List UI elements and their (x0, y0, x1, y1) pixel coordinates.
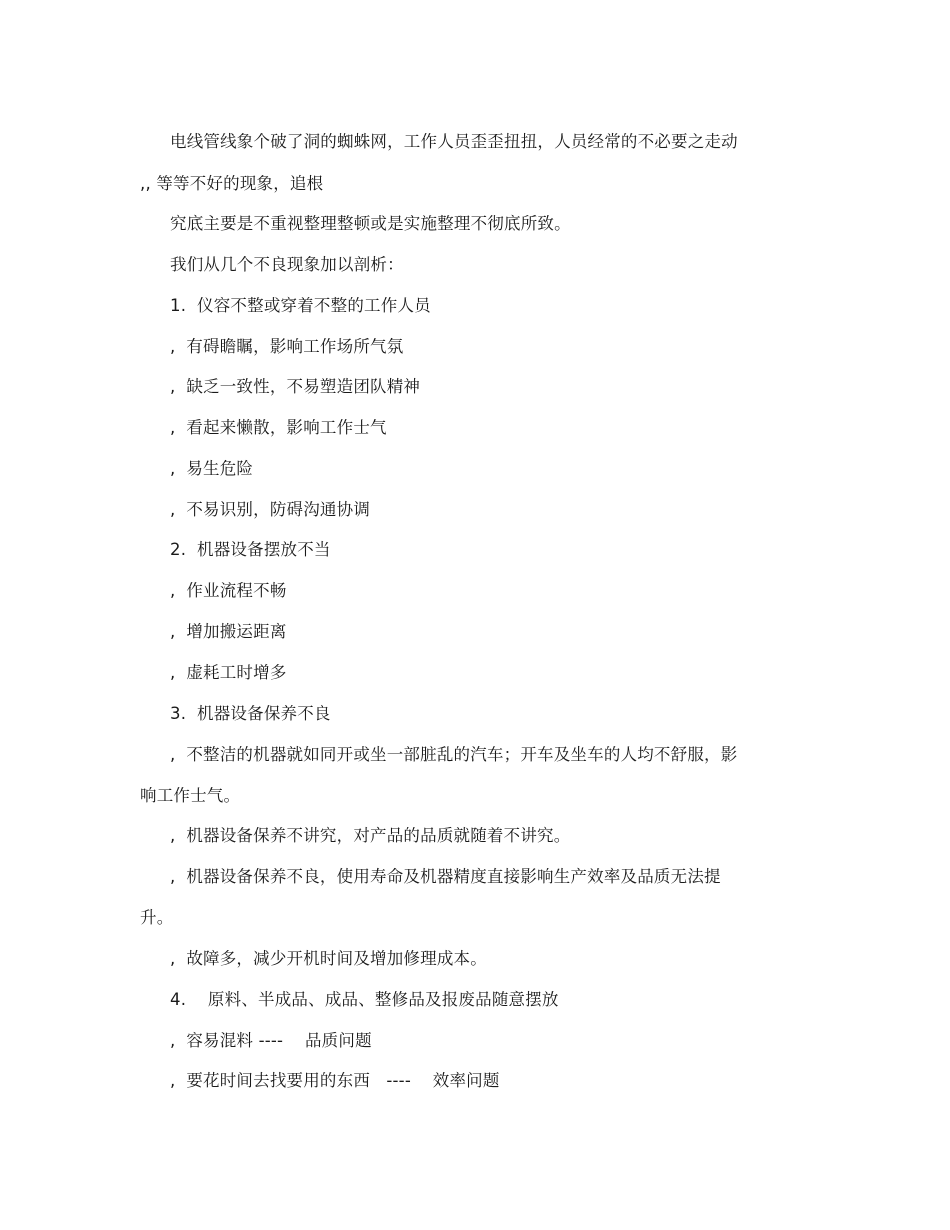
list-item: , 易生危险 (170, 459, 254, 478)
list-heading: 4. 原料、半成品、成品、整修品及报废品随意摆放 (170, 990, 559, 1009)
list-item: , 看起来懒散，影响工作士气 (170, 418, 387, 437)
list-heading: 1. 仪容不整或穿着不整的工作人员 (170, 296, 431, 315)
list-item: , 虚耗工时增多 (170, 663, 287, 682)
list-item: , 机器设备保养不良，使用寿命及机器精度直接影响生产效率及品质无法提 (170, 867, 721, 886)
paragraph-line: 电线管线象个破了洞的蜘蛛网，工作人员歪歪扭扭，人员经常的不必要之走动 (170, 132, 738, 151)
list-item-continuation: 响工作士气。 (140, 786, 241, 805)
list-item: , 缺乏一致性，不易塑造团队精神 (170, 377, 421, 396)
list-item: , 有碍瞻瞩，影响工作场所气氛 (170, 337, 404, 356)
list-item: , 不整洁的机器就如同开或坐一部脏乱的汽车；开车及坐车的人均不舒服，影 (170, 745, 738, 764)
list-item-continuation: 升。 (140, 908, 174, 927)
list-item: , 增加搬运距离 (170, 622, 287, 641)
paragraph-line: ,, 等等不好的现象，追根 (140, 174, 324, 193)
list-item: , 不易识别，防碍沟通协调 (170, 500, 371, 519)
list-item: , 机器设备保养不讲究，对产品的品质就随着不讲究。 (170, 826, 571, 845)
list-heading: 3. 机器设备保养不良 (170, 704, 331, 723)
list-item: , 要花时间去找要用的东西 ---- 效率问题 (170, 1071, 500, 1090)
paragraph-line: 我们从几个不良现象加以剖析： (170, 255, 404, 274)
list-item: , 容易混料 ---- 品质问题 (170, 1031, 372, 1050)
list-item: , 作业流程不畅 (170, 581, 287, 600)
list-item: , 故障多，减少开机时间及增加修理成本。 (170, 949, 487, 968)
list-heading: 2. 机器设备摆放不当 (170, 540, 331, 559)
paragraph-line: 究底主要是不重视整理整顿或是实施整理不彻底所致。 (170, 214, 571, 233)
